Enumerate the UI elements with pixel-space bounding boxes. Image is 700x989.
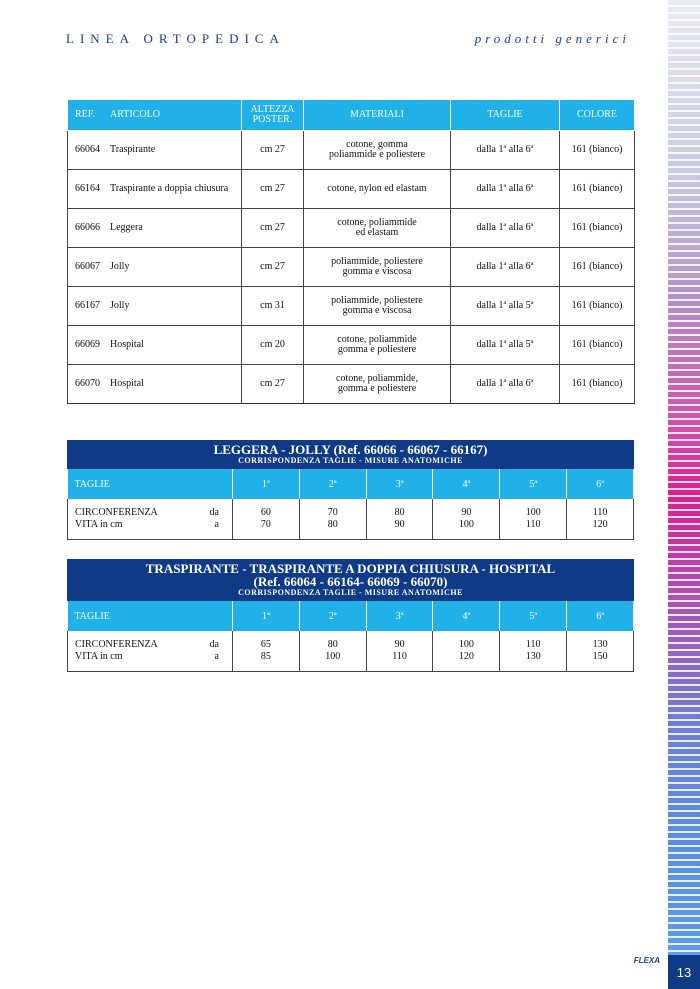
materials-cell: cotone, nylon ed elastam xyxy=(304,170,451,209)
product-table-header xyxy=(68,100,635,131)
size-header-cell: 6ª xyxy=(567,601,634,631)
header-colore: COLORE xyxy=(560,100,635,131)
size-header-cell: 4ª xyxy=(433,469,500,499)
materials-cell: cotone, poliammide ed elastam xyxy=(304,209,451,248)
size-correspondence-table xyxy=(67,469,634,540)
color-cell: 161 (bianco) xyxy=(560,287,635,326)
color-cell: 161 (bianco) xyxy=(560,209,635,248)
sizes-cell: dalla 1ª alla 6ª xyxy=(451,248,560,287)
size-header-row xyxy=(68,469,634,499)
size-value-cell: 65 85 xyxy=(233,631,300,672)
decorative-stripe xyxy=(668,0,700,955)
color-cell: 161 (bianco) xyxy=(560,131,635,170)
sizes-cell: dalla 1ª alla 5ª xyxy=(451,326,560,365)
size-correspondence-table xyxy=(67,601,634,672)
article-cell: 66067 Jolly xyxy=(68,248,242,287)
table-row xyxy=(68,131,635,170)
color-cell: 161 (bianco) xyxy=(560,170,635,209)
materials-cell: cotone, gomma poliammide e poliestere xyxy=(304,131,451,170)
height-cell: cm 27 xyxy=(242,248,304,287)
brand-logo: FLEXA xyxy=(633,956,660,965)
size-value-cell: 60 70 xyxy=(233,499,300,540)
sizes-cell: dalla 1ª alla 6ª xyxy=(451,131,560,170)
height-cell: cm 27 xyxy=(242,131,304,170)
materials-cell: poliammide, poliestere gomma e viscosa xyxy=(304,287,451,326)
height-cell: cm 27 xyxy=(242,365,304,404)
height-cell: cm 20 xyxy=(242,326,304,365)
size-header-cell: 5ª xyxy=(500,469,567,499)
sizes-cell: dalla 1ª alla 6ª xyxy=(451,170,560,209)
size-header-cell: 1ª xyxy=(233,469,300,499)
size-value-cell: 100 110 xyxy=(500,499,567,540)
height-cell: cm 31 xyxy=(242,287,304,326)
sizes-cell: dalla 1ª alla 6ª xyxy=(451,365,560,404)
article-cell: 66164 Traspirante a doppia chiusura xyxy=(68,170,242,209)
size-value-cell: 90 100 xyxy=(433,499,500,540)
size-value-cell: 90 110 xyxy=(366,631,433,672)
article-cell: 66167 Jolly xyxy=(68,287,242,326)
size-header-cell: 4ª xyxy=(433,601,500,631)
height-cell: cm 27 xyxy=(242,209,304,248)
article-cell: 66064 Traspirante xyxy=(68,131,242,170)
measure-label: CIRCONFERENZA da VITA in cm a xyxy=(68,499,233,540)
size-values-row xyxy=(68,631,634,672)
size-value-cell: 70 80 xyxy=(299,499,366,540)
article-cell: 66070 Hospital xyxy=(68,365,242,404)
table-row xyxy=(68,365,635,404)
product-table xyxy=(67,99,635,404)
size-header-label: TAGLIE xyxy=(68,469,233,499)
measure-label: CIRCONFERENZA da VITA in cm a xyxy=(68,631,233,672)
header-ref-articolo: REF. ARTICOLO xyxy=(68,100,242,131)
size-table-leggera-jolly xyxy=(67,440,634,540)
size-value-cell: 110 130 xyxy=(500,631,567,672)
size-header-cell: 1ª xyxy=(233,601,300,631)
size-value-cell: 80 100 xyxy=(299,631,366,672)
color-cell: 161 (bianco) xyxy=(560,248,635,287)
sizes-cell: dalla 1ª alla 5ª xyxy=(451,287,560,326)
size-header-label: TAGLIE xyxy=(68,601,233,631)
size-value-cell: 130 150 xyxy=(567,631,634,672)
size-header-cell: 3ª xyxy=(366,469,433,499)
size-header-cell: 2ª xyxy=(299,469,366,499)
size-value-cell: 110 120 xyxy=(567,499,634,540)
color-cell: 161 (bianco) xyxy=(560,326,635,365)
header-taglie: TAGLIE xyxy=(451,100,560,131)
materials-cell: poliammide, poliestere gomma e viscosa xyxy=(304,248,451,287)
size-header-cell: 3ª xyxy=(366,601,433,631)
size-value-cell: 80 90 xyxy=(366,499,433,540)
sizes-cell: dalla 1ª alla 6ª xyxy=(451,209,560,248)
size-header-cell: 6ª xyxy=(567,469,634,499)
size-header-cell: 2ª xyxy=(299,601,366,631)
section-subtitle: prodotti generici xyxy=(474,31,630,46)
table-row xyxy=(68,287,635,326)
height-cell: cm 27 xyxy=(242,170,304,209)
article-cell: 66069 Hospital xyxy=(68,326,242,365)
materials-cell: cotone, poliammide gomma e poliestere xyxy=(304,326,451,365)
size-table-traspirante-hospital xyxy=(67,559,634,672)
table-row xyxy=(68,170,635,209)
size-values-row xyxy=(68,499,634,540)
table-row xyxy=(68,209,635,248)
header-altezza: ALTEZZA POSTER. xyxy=(242,100,304,131)
table-row xyxy=(68,326,635,365)
size-header-row xyxy=(68,601,634,631)
table-row xyxy=(68,248,635,287)
section-title: LINEA ORTOPEDICA xyxy=(66,31,285,46)
size-table-title: TRASPIRANTE - TRASPIRANTE A DOPPIA CHIUSURA - HOSPITAL (Ref. 66064 - 66164- 66069 - 66070) CORRISPONDENZA TAGLIE - MISURE ANATOMICHE xyxy=(67,559,634,601)
page-number: 13 xyxy=(668,955,700,989)
materials-cell: cotone, poliammide, gomma e poliestere xyxy=(304,365,451,404)
size-value-cell: 100 120 xyxy=(433,631,500,672)
header-materiali: MATERIALI xyxy=(304,100,451,131)
article-cell: 66066 Leggera xyxy=(68,209,242,248)
size-table-title: LEGGERA - JOLLY (Ref. 66066 - 66067 - 66167) CORRISPONDENZA TAGLIE - MISURE ANATOMICHE xyxy=(67,440,634,469)
size-header-cell: 5ª xyxy=(500,601,567,631)
color-cell: 161 (bianco) xyxy=(560,365,635,404)
